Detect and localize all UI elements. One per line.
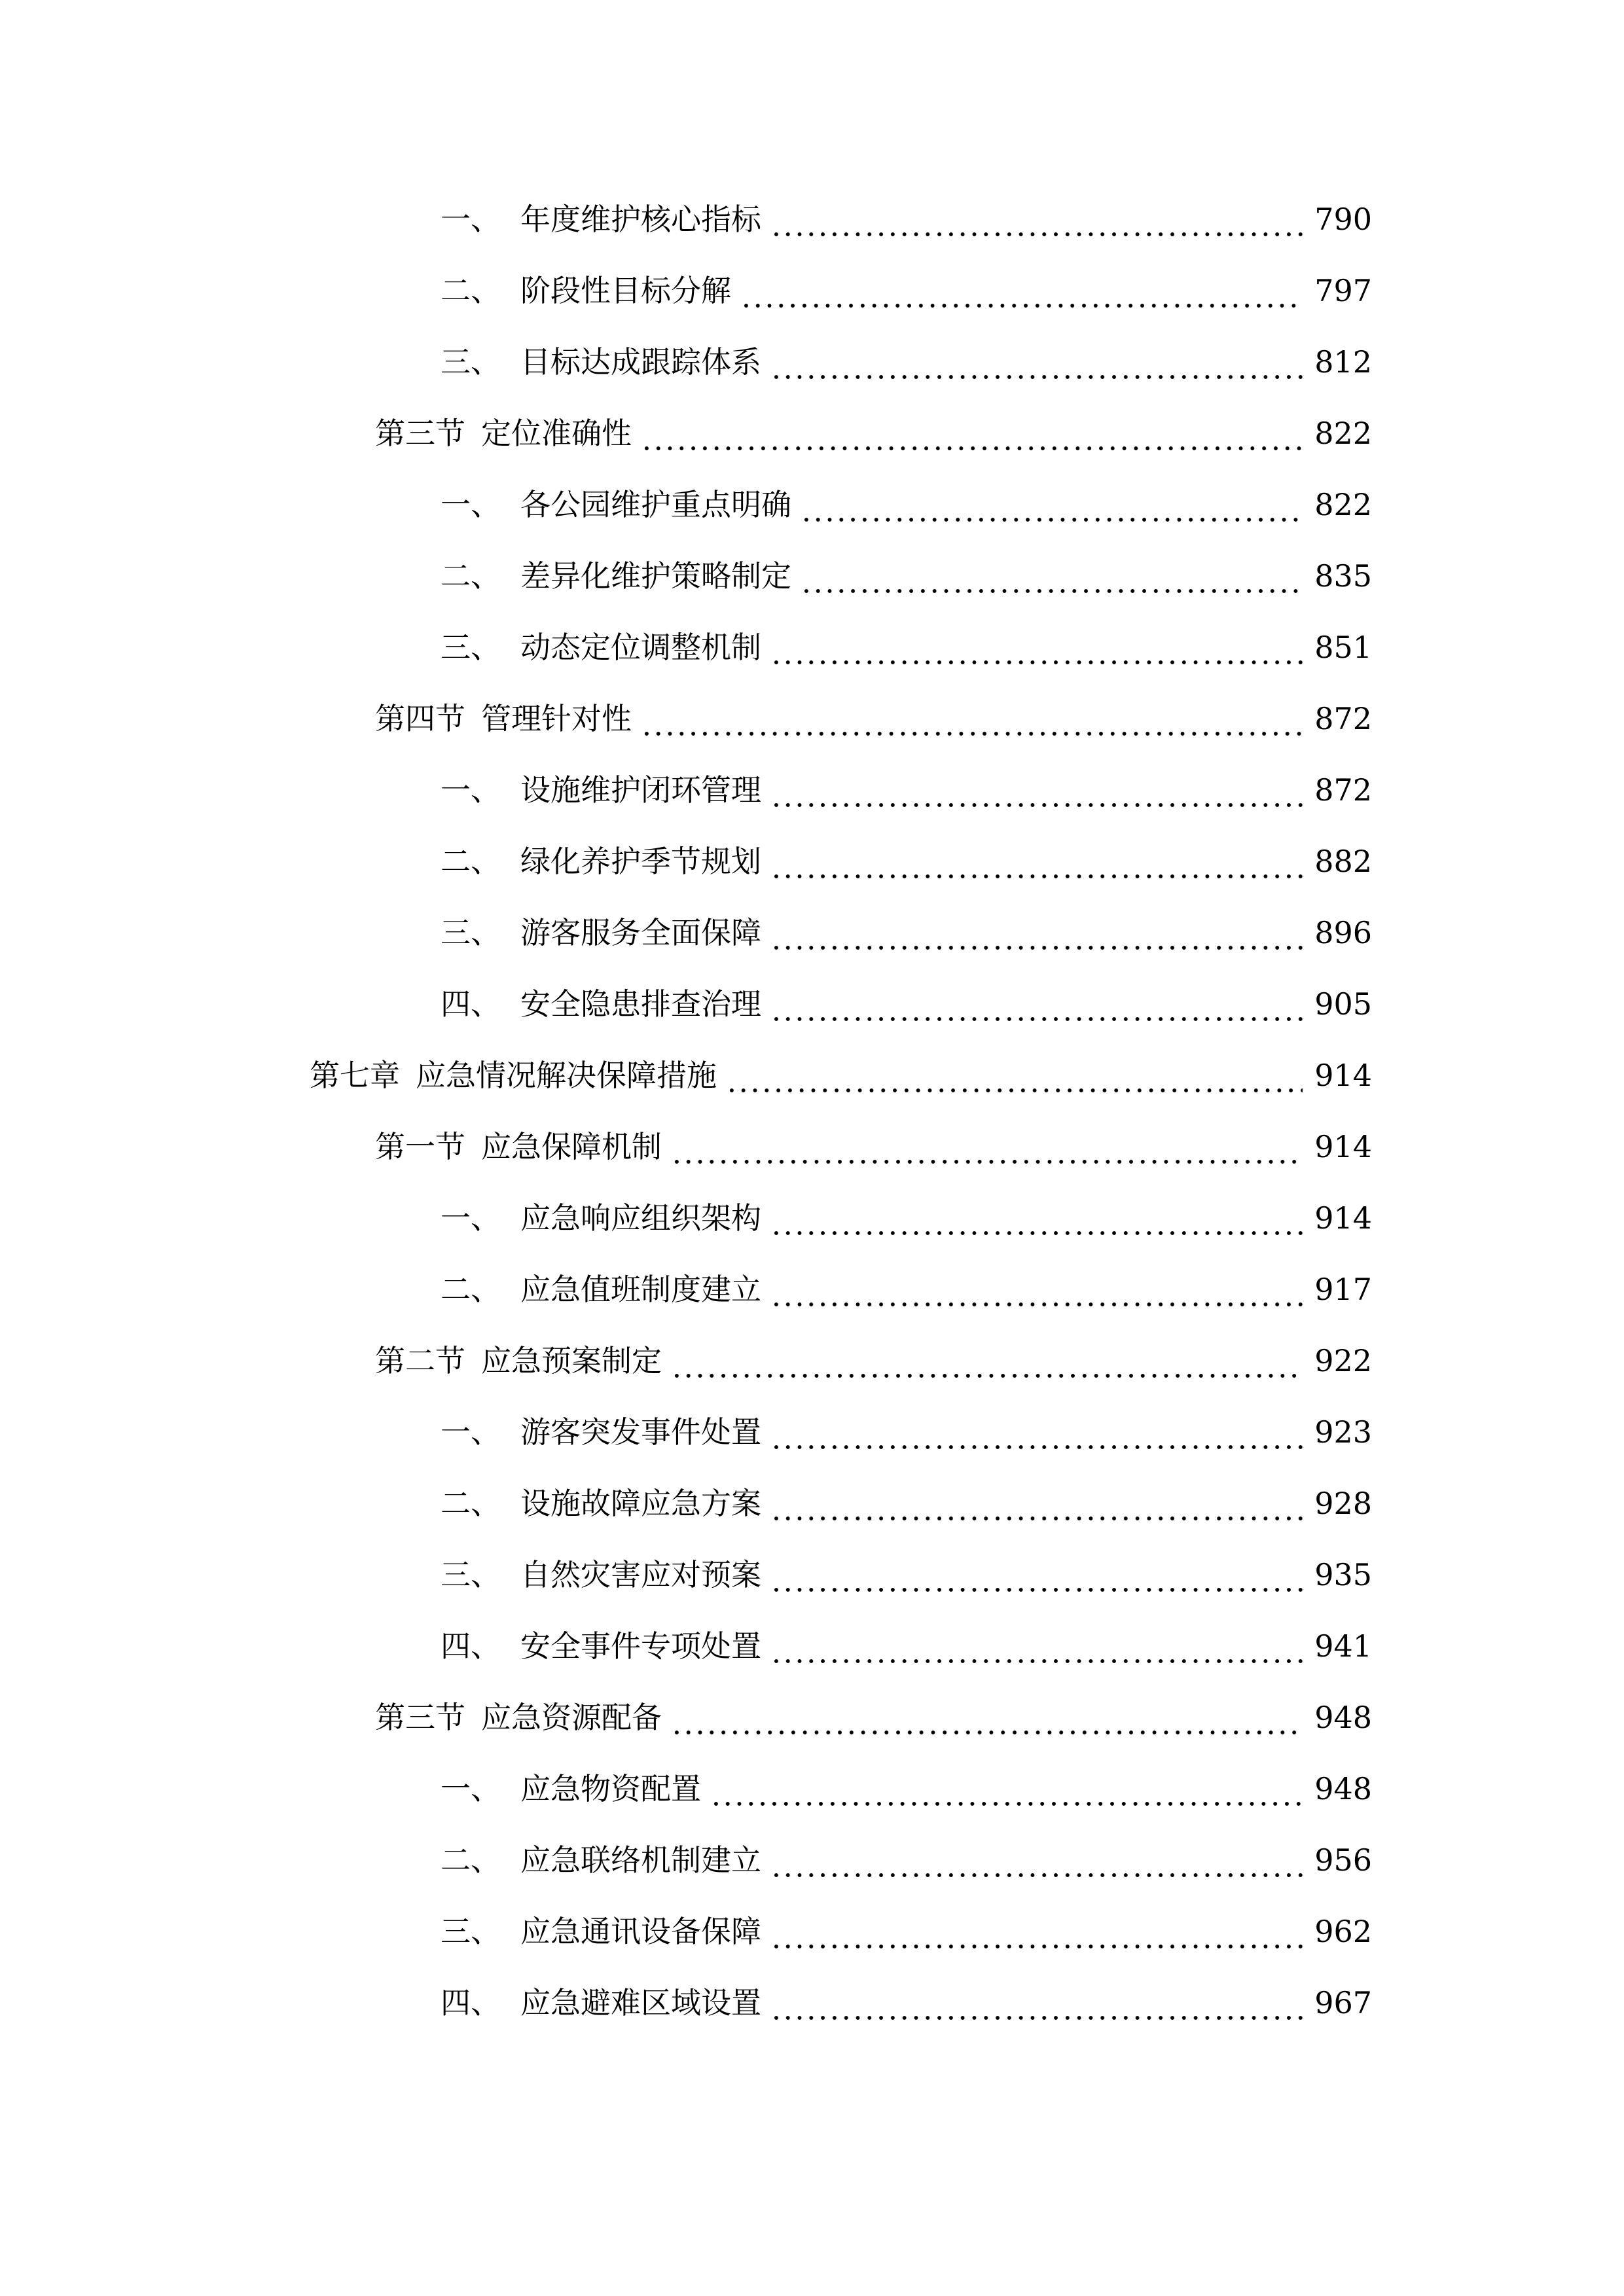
dot-leader (740, 261, 1303, 320)
toc-entry-page: 948 (1314, 1700, 1372, 1735)
toc-entry-title: 应急响应组织架构 (520, 1200, 761, 1236)
toc-entry[interactable] (375, 404, 1372, 463)
toc-entry[interactable] (441, 1973, 1372, 2032)
toc-entry-page: 882 (1314, 844, 1372, 879)
toc-entry-page: 962 (1314, 1914, 1372, 1949)
toc-entry-number: 二、 (441, 1842, 501, 1878)
toc-entry-title: 差异化维护策略制定 (520, 558, 791, 594)
toc-entry-number: 四、 (441, 1628, 501, 1664)
dot-leader (770, 832, 1303, 891)
dot-leader (770, 1474, 1303, 1533)
toc-entry-page: 835 (1314, 558, 1372, 594)
toc-entry-title: 应急联络机制建立 (520, 1842, 761, 1878)
toc-entry-page: 941 (1314, 1628, 1372, 1664)
toc-entry[interactable] (441, 1545, 1372, 1604)
toc-entry-page: 872 (1314, 772, 1372, 808)
toc-entry[interactable] (441, 1403, 1372, 1462)
toc-entry-page: 822 (1314, 487, 1372, 522)
toc-entry[interactable] (441, 261, 1372, 320)
dot-leader (770, 1189, 1303, 1247)
toc-entry[interactable] (441, 1260, 1372, 1319)
toc-entry-number: 一、 (441, 1414, 501, 1450)
toc-entry-page: 822 (1314, 416, 1372, 451)
toc-entry-number: 二、 (441, 273, 501, 308)
dot-leader (801, 547, 1303, 605)
toc-entry-number: 三、 (441, 630, 501, 665)
toc-entry-title: 安全隐患排查治理 (520, 986, 761, 1022)
toc-entry[interactable] (375, 1331, 1372, 1390)
toc-entry-number: 四、 (441, 986, 501, 1022)
dot-leader (801, 475, 1303, 534)
toc-entry-title: 应急避难区域设置 (520, 1985, 761, 2020)
toc-entry[interactable] (441, 1617, 1372, 1676)
toc-entry[interactable] (375, 1117, 1372, 1176)
toc-entry-title: 设施维护闭环管理 (520, 772, 761, 808)
toc-entry-number: 四、 (441, 1985, 501, 2020)
toc-entry[interactable] (310, 1046, 1372, 1105)
toc-entry-number: 第三节 (375, 416, 465, 451)
dot-leader (710, 1759, 1303, 1818)
toc-entry[interactable] (441, 761, 1372, 819)
toc-entry-title: 应急情况解决保障措施 (416, 1058, 717, 1093)
toc-entry-number: 一、 (441, 1200, 501, 1236)
dot-leader (671, 1331, 1303, 1390)
toc-entry-number: 二、 (441, 1486, 501, 1521)
toc-entry-title: 游客突发事件处置 (520, 1414, 761, 1450)
dot-leader (770, 190, 1303, 249)
toc-entry-number: 一、 (441, 202, 501, 237)
dot-leader (770, 618, 1303, 677)
toc-entry-page: 851 (1314, 630, 1372, 665)
toc-entry-number: 第七章 (310, 1058, 400, 1093)
toc-entry-page: 905 (1314, 986, 1372, 1022)
toc-entry-number: 二、 (441, 558, 501, 594)
toc-entry[interactable] (441, 475, 1372, 534)
toc-entry-title: 游客服务全面保障 (520, 915, 761, 950)
toc-entry-page: 948 (1314, 1771, 1372, 1806)
dot-leader (770, 1902, 1303, 1961)
toc-entry[interactable] (441, 190, 1372, 249)
toc-entry-page: 935 (1314, 1557, 1372, 1592)
toc-entry-title: 应急通讯设备保障 (520, 1914, 761, 1949)
toc-entry-number: 第四节 (375, 701, 465, 736)
toc-entry-number: 三、 (441, 1557, 501, 1592)
toc-entry-title: 应急保障机制 (481, 1129, 662, 1164)
toc-entry[interactable] (441, 1902, 1372, 1961)
toc-entry-page: 923 (1314, 1414, 1372, 1450)
dot-leader (770, 975, 1303, 1033)
toc-entry-title: 绿化养护季节规划 (520, 844, 761, 879)
toc-entry-page: 922 (1314, 1343, 1372, 1378)
toc-entry-title: 管理针对性 (481, 701, 632, 736)
dot-leader (770, 1617, 1303, 1676)
toc-entry-number: 三、 (441, 1914, 501, 1949)
toc-entry[interactable] (441, 547, 1372, 605)
toc-entry-page: 967 (1314, 1985, 1372, 2020)
dot-leader (726, 1046, 1303, 1105)
toc-entry-number: 三、 (441, 344, 501, 380)
toc-entry-page: 790 (1314, 202, 1372, 237)
dot-leader (770, 1545, 1303, 1604)
toc-entry-title: 阶段性目标分解 (520, 273, 731, 308)
toc-entry-number: 二、 (441, 1272, 501, 1307)
toc-entry-title: 应急预案制定 (481, 1343, 662, 1378)
toc-entry-title: 应急值班制度建立 (520, 1272, 761, 1307)
toc-entry[interactable] (441, 1759, 1372, 1818)
dot-leader (671, 1688, 1303, 1747)
toc-entry-number: 一、 (441, 487, 501, 522)
toc-entry-page: 917 (1314, 1272, 1372, 1307)
toc-entry-number: 三、 (441, 915, 501, 950)
toc-entry-number: 二、 (441, 844, 501, 879)
toc-entry-title: 各公园维护重点明确 (520, 487, 791, 522)
toc-entry-page: 896 (1314, 915, 1372, 950)
dot-leader (770, 1403, 1303, 1462)
toc-entry-title: 目标达成跟踪体系 (520, 344, 761, 380)
dot-leader (641, 689, 1303, 748)
toc-entry-title: 设施故障应急方案 (520, 1486, 761, 1521)
toc-entry[interactable] (375, 689, 1372, 748)
toc-entry-page: 812 (1314, 344, 1372, 380)
toc-entry-title: 定位准确性 (481, 416, 632, 451)
dot-leader (770, 1831, 1303, 1890)
dot-leader (671, 1117, 1303, 1176)
toc-entry-title: 应急资源配备 (481, 1700, 662, 1735)
toc-entry-page: 928 (1314, 1486, 1372, 1521)
toc-entry-title: 应急物资配置 (520, 1771, 701, 1806)
toc-entry[interactable] (441, 1831, 1372, 1890)
toc-entry-page: 872 (1314, 701, 1372, 736)
toc-entry[interactable] (441, 1189, 1372, 1247)
toc-entry-number: 一、 (441, 772, 501, 808)
toc-entry[interactable] (441, 903, 1372, 962)
toc-entry-title: 自然灾害应对预案 (520, 1557, 761, 1592)
toc-entry[interactable] (441, 975, 1372, 1033)
toc-entry-page: 797 (1314, 273, 1372, 308)
toc-entry-number: 一、 (441, 1771, 501, 1806)
toc-entry-page: 914 (1314, 1058, 1372, 1093)
dot-leader (770, 1260, 1303, 1319)
dot-leader (770, 1973, 1303, 2032)
toc-entry-title: 动态定位调整机制 (520, 630, 761, 665)
toc-entry-number: 第一节 (375, 1129, 465, 1164)
toc-entry-number: 第二节 (375, 1343, 465, 1378)
toc-entry[interactable] (375, 1688, 1372, 1747)
toc-entry-title: 安全事件专项处置 (520, 1628, 761, 1664)
toc-entry-number: 第三节 (375, 1700, 465, 1735)
toc-entry[interactable] (441, 832, 1372, 891)
dot-leader (770, 903, 1303, 962)
toc-entry[interactable] (441, 618, 1372, 677)
dot-leader (641, 404, 1303, 463)
toc-entry-page: 956 (1314, 1842, 1372, 1878)
toc-entry-page: 914 (1314, 1200, 1372, 1236)
toc-entry[interactable] (441, 332, 1372, 391)
dot-leader (770, 761, 1303, 819)
dot-leader (770, 332, 1303, 391)
toc-entry-title: 年度维护核心指标 (520, 202, 761, 237)
toc-entry[interactable] (441, 1474, 1372, 1533)
toc-entry-page: 914 (1314, 1129, 1372, 1164)
